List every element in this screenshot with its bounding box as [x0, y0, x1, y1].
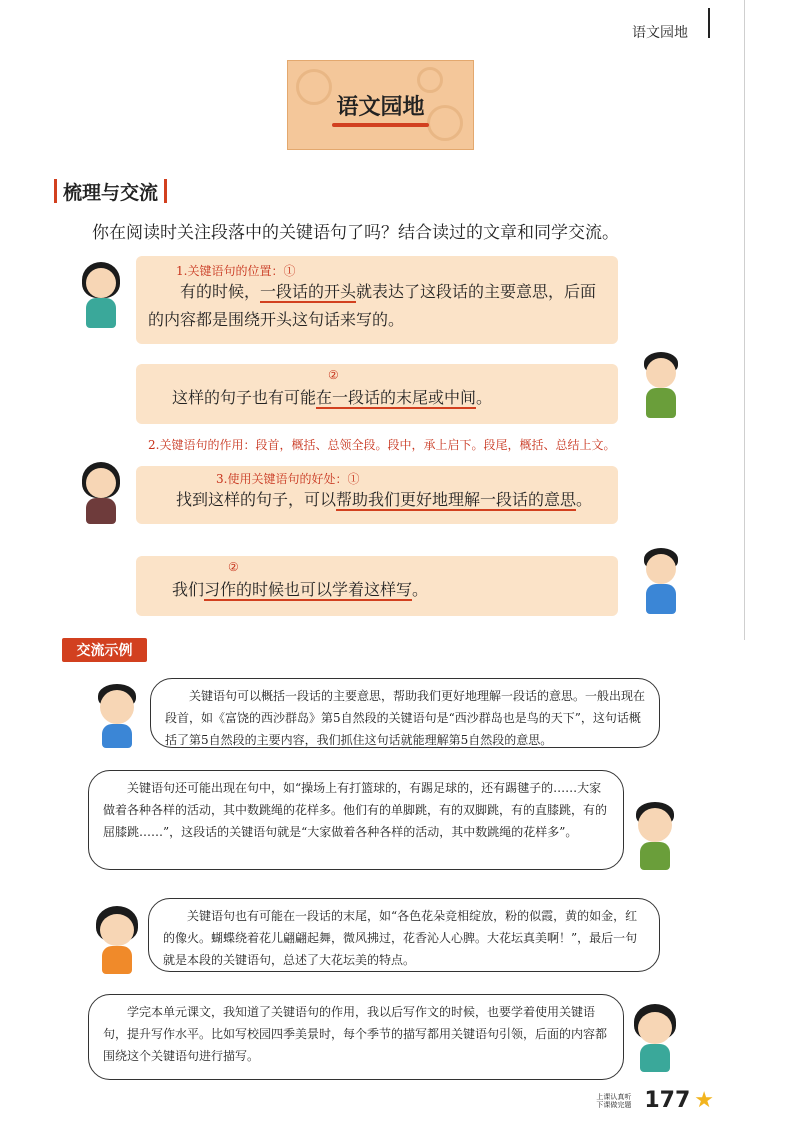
example-bubble [88, 994, 624, 1080]
swirl-ornament [427, 105, 463, 141]
girl-avatar [628, 1004, 682, 1074]
header-divider [708, 8, 710, 38]
text-segment: 这样的句子也有可能 [172, 388, 317, 407]
annotation-note: 3.使用关键语句的好处：① [216, 472, 360, 486]
underlined-phrase: 帮助我们更好地理解一段话的意思 [336, 490, 577, 509]
section-title: 梳理与交流 [63, 181, 159, 204]
function-note: 2.关键语句的作用：段首，概括、总领全段。段中，承上启下。段尾，概括、总结上文。 [148, 438, 616, 452]
bubble-text [176, 486, 592, 514]
text-segment: 。 [476, 388, 493, 407]
examples-tag: 交流示例 [62, 638, 147, 662]
example-text: 关键语句还可能出现在句中，如“操场上有打篮球的，有踢足球的，还有踢毽子的……大家做着各种各样的活动，其中数跳绳的花样多。他们有的单脚跳，有的双脚跳，有的直膝跳，有的屈膝跳……”，这段话的关键语句就是“大家做着各种各样的活动，其中数跳绳的花样多”。 [103, 781, 608, 839]
boy-avatar [90, 684, 144, 750]
section-bar-right [164, 179, 167, 203]
example-bubble [150, 678, 660, 748]
boy-avatar [632, 548, 692, 618]
example-bubble [148, 898, 660, 972]
title-banner [287, 60, 474, 150]
bubble-text [148, 278, 608, 334]
section-bar-left [54, 179, 57, 203]
example-text: 学完本单元课文，我知道了关键语句的作用，我以后写作文的时候，也要学着使用关键语句，提升写作水平。比如写校园四季美景时，每个季节的描写都用关键语句引领，后面的内容都围绕这个关键语句进行描写。 [103, 1005, 608, 1063]
speech-bubble [136, 466, 618, 524]
intro-prompt: 你在阅读时关注段落中的关键语句了吗？结合读过的文章和同学交流。 [92, 223, 619, 243]
example-bubble [88, 770, 624, 870]
running-header: 语文园地 [632, 25, 688, 41]
annotation-note: ② [228, 560, 239, 574]
bubble-text [172, 576, 428, 604]
text-segment: 。 [412, 580, 429, 599]
boy-avatar [628, 802, 682, 872]
annotation-note: ② [328, 368, 339, 382]
example-text: 关键语句也有可能在一段话的末尾，如“各色花朵竞相绽放，粉的似霞，黄的如金，红的像火。蝴蝶绕着花儿翩翩起舞，微风拂过，花香沁人心脾。大花坛真美啊！”，最后一句就是本段的关键语句，总述了大花坛美的特点。 [163, 909, 638, 967]
boy-avatar [632, 352, 692, 422]
underlined-phrase: 在一段话的末尾或中间 [316, 388, 477, 407]
text-segment: 就表达了这段话的主要意思，后面的内容都是围绕开头这句话来写的。 [148, 282, 597, 329]
bubble-text [172, 384, 492, 412]
girl-avatar [90, 906, 144, 976]
page-edge-line [744, 0, 745, 640]
annotation-note: 1.关键语句的位置：① [176, 264, 296, 278]
speech-bubble [136, 364, 618, 424]
girl-avatar [72, 462, 132, 532]
page-footer [596, 1088, 714, 1113]
text-segment: 我们 [172, 580, 205, 599]
speech-bubble [136, 556, 618, 616]
text-segment: 。 [576, 490, 593, 509]
text-segment: 有的时候， [180, 282, 261, 301]
page-number: 177 [644, 1088, 691, 1113]
star-icon: ★ [694, 1088, 714, 1113]
banner-title: 语文园地 [336, 90, 424, 121]
girl-avatar [72, 262, 132, 332]
example-text: 关键语句可以概括一段话的主要意思，帮助我们更好地理解一段话的意思。一般出现在段首，如《富饶的西沙群岛》第5自然段的关键语句是“西沙群岛也是鸟的天下”，这句话概括了第5自然段的主要内容，我们抓住这句话就能理解第5自然段的意思。 [165, 689, 646, 747]
footer-series: 上课认真听 下课做完题 [596, 1092, 632, 1109]
section-heading [54, 176, 167, 206]
underlined-phrase: 习作的时候也可以学着这样写 [204, 580, 413, 599]
text-segment: 找到这样的句子，可以 [176, 490, 337, 509]
swirl-ornament [296, 69, 332, 105]
speech-bubble [136, 256, 618, 344]
underlined-phrase: 一段话的开头 [260, 282, 357, 301]
